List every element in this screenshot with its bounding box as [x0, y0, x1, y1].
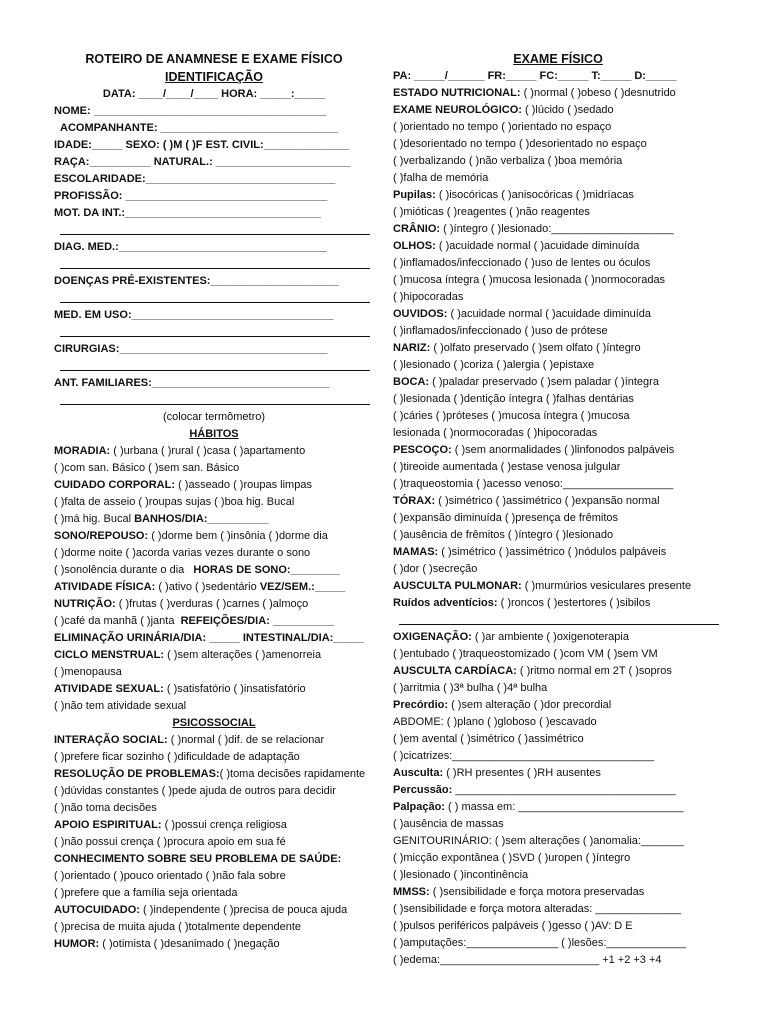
termometro-note: (colocar termômetro) — [162, 411, 266, 423]
cuidado-line — [54, 477, 374, 494]
estado-options: ( )normal ( )obeso ( )desnutrido — [523, 87, 676, 99]
anamnese-column — [54, 50, 374, 953]
torax-line — [393, 493, 723, 510]
ouvidos-label: OUVIDOS: — [393, 308, 448, 320]
oxigenacao-options: ( )ar ambiente ( )oxigenoterapia — [474, 631, 629, 643]
pescoco-label: PESCOÇO: — [393, 444, 452, 456]
nariz-line — [393, 340, 723, 357]
apoio-line — [54, 817, 374, 834]
ciclo-line-2: ( )menopausa — [54, 666, 122, 678]
ativ-sexual-line — [54, 681, 374, 698]
moradia-options: ( )urbana ( )rural ( )casa ( )apartamento — [113, 445, 306, 457]
olhos-line-3: ( )mucosa íntegra ( )mucosa lesionada ( )normocoradas — [393, 274, 666, 286]
profissao-field: PROFISSÃO: _________________________________ — [54, 190, 328, 202]
oxigenacao-line — [393, 629, 723, 646]
nutricao-line-2 — [54, 613, 374, 630]
boca-line — [393, 374, 723, 391]
mamas-line-2: ( )dor ( )secreção — [393, 563, 478, 575]
escolaridade-field: ESCOLARIDADE:_______________________________ — [54, 173, 336, 185]
palpacao-line — [393, 799, 723, 816]
sono-line — [54, 528, 374, 545]
pescoco-options: ( )sem anormalidades ( )linfonodos palpáveis — [454, 444, 675, 456]
form-title: ROTEIRO DE ANAMNESE E EXAME FÍSICO — [85, 52, 343, 66]
ativ-sexual-line-2: ( )não tem atividade sexual — [54, 700, 187, 712]
ausculta-pulm-line — [393, 578, 723, 595]
atividade-options: ( )ativo ( )sedentário — [158, 581, 257, 593]
neuro-label: EXAME NEUROLÓGICO: — [393, 104, 522, 116]
ciclo-label: CICLO MENSTRUAL: — [54, 649, 164, 661]
cuidado-line-3 — [54, 511, 374, 528]
torax-label: TÓRAX: — [393, 495, 436, 507]
interacao-label: INTERAÇÃO SOCIAL: — [54, 734, 168, 746]
blank-line — [54, 222, 374, 239]
ausculta-pulm-options: ( )murmúrios vesiculares presente — [524, 580, 692, 592]
nutricao-options: ( )frutas ( )verduras ( )carnes ( )almoço — [118, 598, 309, 610]
olhos-line-2: ( )inflamados/infeccionado ( )uso de lentes ou óculos — [393, 257, 651, 269]
section-identificacao: IDENTIFICAÇÃO — [165, 70, 263, 84]
mmss-line-5: ( )edema:__________________________ +1 +2 +3 +4 — [393, 954, 662, 966]
humor-line — [54, 936, 374, 953]
eliminacao-line: ELIMINAÇÃO URINÁRIA/DIA: _____ INTESTINAL/DIA:_____ — [54, 632, 364, 644]
nome-field: NOME: ______________________________________ — [54, 105, 327, 117]
abdome-line: ABDOME: ( )plano ( )globoso ( )escavado — [393, 716, 597, 728]
mamas-label: MAMAS: — [393, 546, 439, 558]
pescoco-line — [393, 442, 723, 459]
neuro-line-5: ( )falha de memória — [393, 172, 489, 184]
ausculta-line — [393, 765, 723, 782]
doencas-field: DOENÇAS PRÉ-EXISTENTES:_____________________ — [54, 275, 339, 287]
med-uso-field: MED. EM USO:_________________________________ — [54, 309, 334, 321]
horas-sono-field: HORAS DE SONO:________ — [193, 564, 340, 576]
mamas-options: ( )simétrico ( )assimétrico ( )nódulos palpáveis — [441, 546, 667, 558]
pupilas-label: Pupilas: — [393, 189, 436, 201]
cuidado-option-3: ( )má hig. Bucal — [54, 513, 132, 525]
cuidado-line-2: ( )falta de asseio ( )roupas sujas ( )boa hig. Bucal — [54, 496, 295, 508]
interacao-line-2: ( )prefere ficar sozinho ( )dificuldade de adaptação — [54, 751, 300, 763]
atividade-line — [54, 579, 374, 596]
moradia-label: MORADIA: — [54, 445, 111, 457]
sono-option-3: ( )sonolência durante o dia — [54, 564, 185, 576]
conhecimento-label: CONHECIMENTO SOBRE SEU PROBLEMA DE SAÚDE: — [54, 853, 342, 865]
torax-options: ( )simétrico ( )assimétrico ( )expansão normal — [438, 495, 660, 507]
estado-label: ESTADO NUTRICIONAL: — [393, 87, 521, 99]
mmss-line — [393, 884, 723, 901]
date-time-line: DATA: ____/____/____ HORA: _____:_____ — [102, 88, 326, 100]
ativ-sexual-label: ATIVIDADE SEXUAL: — [54, 683, 164, 695]
olhos-options: ( )acuidade normal ( )acuidade diminuída — [438, 240, 640, 252]
ouvidos-line — [393, 306, 723, 323]
boca-label: BOCA: — [393, 376, 430, 388]
idade-sexo: IDADE:_____ SEXO: ( )M ( )F — [54, 139, 203, 151]
boca-line-2: ( )lesionada ( )dentição íntegra ( )falhas dentárias — [393, 393, 634, 405]
pupilas-options: ( )isocóricas ( )anisocóricas ( )midríacas — [438, 189, 634, 201]
boca-line-3: ( )cáries ( )próteses ( )mucosa íntegra ( )mucosa — [393, 410, 630, 422]
cirurgias-field: CIRURGIAS:__________________________________ — [54, 343, 328, 355]
moradia-line — [54, 443, 374, 460]
oxigenacao-line-2: ( )entubado ( )traqueostomizado ( )com VM ( )sem VM — [393, 648, 658, 660]
section-habitos: HÁBITOS — [189, 428, 239, 440]
precordio-line — [393, 697, 723, 714]
ausculta-options: ( )RH presentes ( )RH ausentes — [446, 767, 601, 779]
neuro-line-2: ( )orientado no tempo ( )orientado no espaço — [393, 121, 612, 133]
cuidado-options: ( )asseado ( )roupas limpas — [178, 479, 312, 491]
resolucao-line-2: ( )dúvidas constantes ( )pede ajuda de outros para decidir — [54, 785, 336, 797]
vez-sem-field: VEZ/SEM.:_____ — [259, 581, 346, 593]
genito-line-3: ( )lesionado ( )incontinência — [393, 869, 529, 881]
percussao-line — [393, 782, 723, 799]
oxigenacao-label: OXIGENAÇÃO: — [393, 631, 472, 643]
neuro-line — [393, 102, 723, 119]
resolucao-line-3: ( )não toma decisões — [54, 802, 157, 814]
sono-line-2: ( )dorme noite ( )acorda varias vezes durante o sono — [54, 547, 311, 559]
interacao-line — [54, 732, 374, 749]
torax-line-2: ( )expansão diminuída ( )presença de frêmitos — [393, 512, 618, 524]
torax-line-3: ( )ausência de frêmitos ( )íntegro ( )lesionado — [393, 529, 614, 541]
genito-line: GENITOURINÁRIO: ( )sem alterações ( )anomalia:_______ — [393, 835, 684, 847]
acompanhante-field: ACOMPANHANTE: _____________________________ — [60, 122, 339, 134]
section-exame-fisico: EXAME FÍSICO — [513, 52, 603, 66]
mmss-label: MMSS: — [393, 886, 430, 898]
nariz-options: ( )olfato preservado ( )sem olfato ( )íntegro — [433, 342, 641, 354]
diag-med-field: DIAG. MED.:__________________________________ — [54, 241, 327, 253]
resolucao-label: RESOLUÇÃO DE PROBLEMAS: — [54, 768, 220, 780]
apoio-options: ( )possui crença religiosa — [164, 819, 287, 831]
pupilas-line — [393, 187, 723, 204]
mot-int-field: MOT. DA INT.:________________________________ — [54, 207, 321, 219]
abdome-line-3: ( )cicatrizes:_________________________________ — [393, 750, 655, 762]
nariz-line-2: ( )lesionado ( )coriza ( )alergia ( )epistaxe — [393, 359, 595, 371]
ausculta-card-line-2: ( )arritmia ( )3ª bulha ( )4ª bulha — [393, 682, 548, 694]
neuro-options: ( )lúcido ( )sedado — [525, 104, 614, 116]
ausculta-label: Ausculta: — [393, 767, 444, 779]
autocuidado-line — [54, 902, 374, 919]
idade-sexo-line — [54, 137, 374, 154]
natural-field: NATURAL.: ______________________ — [153, 156, 351, 168]
neuro-line-3: ( )desorientado no tempo ( )desorientado no espaço — [393, 138, 647, 150]
apoio-label: APOIO ESPIRITUAL: — [54, 819, 162, 831]
percussao-blank: ____________________________________ — [455, 784, 676, 796]
autocuidado-line-2: ( )precisa de muita ajuda ( )totalmente dependente — [54, 921, 302, 933]
precordio-label: Precórdio: — [393, 699, 449, 711]
mmss-line-3: ( )pulsos periféricos palpáveis ( )gesso ( )AV: D E — [393, 920, 633, 932]
ruidos-line — [393, 595, 723, 612]
mmss-line-4: ( )amputações:_______________ ( )lesões:_____________ — [393, 937, 686, 949]
neuro-line-4: ( )verbalizando ( )não verbaliza ( )boa memória — [393, 155, 623, 167]
raca-natural-line — [54, 154, 374, 171]
sono-line-3 — [54, 562, 374, 579]
est-civil-field: EST. CIVIL:______________ — [205, 139, 350, 151]
banhos-field: BANHOS/DIA:__________ — [134, 513, 269, 525]
exame-fisico-column — [393, 50, 723, 969]
autocuidado-label: AUTOCUIDADO: — [54, 904, 140, 916]
palpacao-options: ( ) massa em: ___________________________ — [448, 801, 684, 813]
cranio-line — [393, 221, 723, 238]
abdome-line-2: ( )em avental ( )simétrico ( )assimétrico — [393, 733, 584, 745]
humor-label: HUMOR: — [54, 938, 100, 950]
pupilas-line-2: ( )mióticas ( )reagentes ( )não reagentes — [393, 206, 590, 218]
percussao-label: Percussão: — [393, 784, 453, 796]
precordio-options: ( )sem alteração ( )dor precordial — [451, 699, 612, 711]
mamas-line — [393, 544, 723, 561]
refeicoes-field: REFEIÇÕES/DIA: __________ — [180, 615, 335, 627]
ausculta-pulm-label: AUSCULTA PULMONAR: — [393, 580, 522, 592]
ouvidos-line-2: ( )inflamados/infeccionado ( )uso de prótese — [393, 325, 608, 337]
ciclo-line — [54, 647, 374, 664]
pescoco-line-3: ( )traqueostomia ( )acesso venoso:__________________ — [393, 478, 674, 490]
ant-familiares-field: ANT. FAMILIARES:_____________________________ — [54, 377, 330, 389]
ativ-sexual-options: ( )satisfatório ( )insatisfatório — [166, 683, 306, 695]
nariz-label: NARIZ: — [393, 342, 431, 354]
nutricao-label: NUTRIÇÃO: — [54, 598, 116, 610]
humor-options: ( )otimista ( )desanimado ( )negação — [102, 938, 280, 950]
boca-options: ( )paladar preservado ( )sem paladar ( )íntegra — [432, 376, 659, 388]
nutricao-options-2: ( )café da manhã ( )janta — [54, 615, 175, 627]
ausculta-card-options: ( )ritmo normal em 2T ( )sopros — [519, 665, 672, 677]
ciclo-options: ( )sem alterações ( )amenorreia — [167, 649, 322, 661]
ausculta-card-label: AUSCULTA CARDÍACA: — [393, 665, 517, 677]
ouvidos-options: ( )acuidade normal ( )acuidade diminuída — [450, 308, 652, 320]
blank-line — [393, 612, 723, 629]
palpacao-line-2: ( )ausência de massas — [393, 818, 504, 830]
ausculta-card-line — [393, 663, 723, 680]
blank-line — [54, 392, 374, 409]
cranio-options: ( )íntegro ( )lesionado:____________________ — [443, 223, 674, 235]
boca-line-4: lesionada ( )normocoradas ( )hipocoradas — [393, 427, 598, 439]
blank-line — [54, 358, 374, 375]
genito-line-2: ( )micção expontânea ( )SVD ( )uropen ( )íntegro — [393, 852, 631, 864]
resolucao-line — [54, 766, 374, 783]
olhos-line-4: ( )hipocoradas — [393, 291, 464, 303]
atividade-label: ATIVIDADE FÍSICA: — [54, 581, 156, 593]
resolucao-options: ( )toma decisões rapidamente — [219, 768, 366, 780]
sono-options: ( )dorme bem ( )insônia ( )dorme dia — [151, 530, 328, 542]
interacao-options: ( )normal ( )dif. de se relacionar — [170, 734, 325, 746]
pescoco-line-2: ( )tireoide aumentada ( )estase venosa julgular — [393, 461, 621, 473]
conhecimento-line-2: ( )prefere que a família seja orientada — [54, 887, 238, 899]
vitals-line: PA: _____/______ FR:_____ FC:_____ T:_____ D:_____ — [393, 70, 677, 82]
section-psicossocial: PSICOSSOCIAL — [172, 717, 256, 729]
olhos-line — [393, 238, 723, 255]
mmss-options: ( )sensibilidade e força motora preservadas — [432, 886, 645, 898]
cuidado-label: CUIDADO CORPORAL: — [54, 479, 175, 491]
nutricao-line — [54, 596, 374, 613]
palpacao-label: Palpação: — [393, 801, 445, 813]
conhecimento-line-1: ( )orientado ( )pouco orientado ( )não fala sobre — [54, 870, 286, 882]
apoio-line-2: ( )não possui crença ( )procura apoio em sua fé — [54, 836, 286, 848]
blank-line — [54, 324, 374, 341]
estado-line — [393, 85, 723, 102]
sono-label: SONO/REPOUSO: — [54, 530, 149, 542]
ruidos-options: ( )roncos ( )estertores ( )sibilos — [500, 597, 651, 609]
autocuidado-options: ( )independente ( )precisa de pouca ajuda — [143, 904, 348, 916]
mmss-line-2: ( )sensibilidade e força motora alteradas: ______________ — [393, 903, 682, 915]
blank-line — [54, 256, 374, 273]
olhos-label: OLHOS: — [393, 240, 436, 252]
moradia-line-2: ( )com san. Básico ( )sem san. Básico — [54, 462, 240, 474]
blank-line — [54, 290, 374, 307]
ruidos-label: Ruídos adventícios: — [393, 597, 498, 609]
raca-field: RAÇA:__________ — [54, 156, 151, 168]
cranio-label: CRÂNIO: — [393, 223, 441, 235]
